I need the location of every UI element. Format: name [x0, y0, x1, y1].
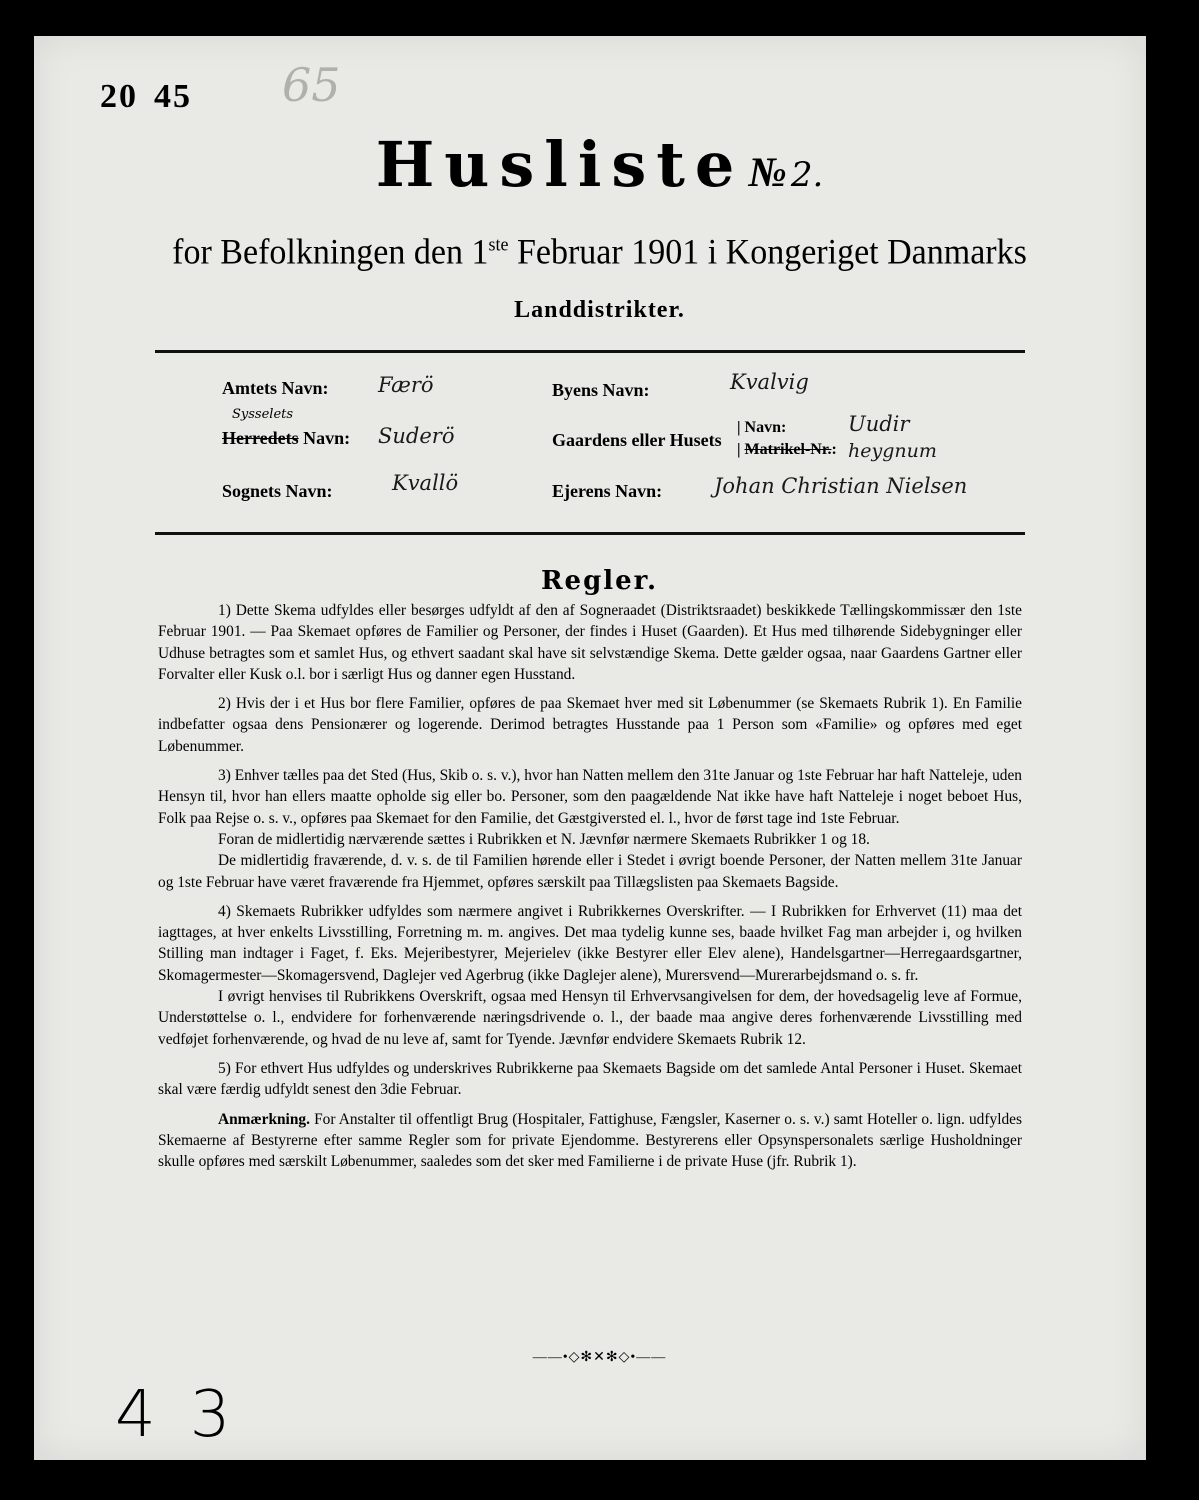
subtitle-sup: ste: [488, 233, 509, 255]
rules-heading: Regler.: [540, 566, 659, 596]
matrikel-value: heygnum: [848, 440, 937, 462]
gaard-label: Gaardens eller Husets: [552, 430, 722, 450]
syssel-label-above: Sysselets: [232, 407, 294, 422]
rule-paragraph: Foran de midlertidig nærværende sættes i Rubrikken et N. Jævnfør nærmere Skemaets Rubrikker 1 og 18.: [218, 830, 870, 848]
bottom-divider: [155, 532, 1025, 535]
ejer-value: Johan Christian Nielsen: [714, 474, 968, 498]
title-number-sign: №: [748, 150, 787, 196]
note-text: For Anstalter til offentligt Brug (Hospitaler, Fattighuse, Fængsler, Kaserner o. s. v.) samt Hoteller o. lign. udfyldes Skemaerne af Bestyrerne efter samme Regler som for private Ejendomme. Bestyrerens eller Opsynspersonalets særlige Husholdninger skulle opføres med særskilt Løbenummer, saaledes som det sker med Familierne i de private Huse (jfr. Rubrik 1).: [158, 1110, 1022, 1171]
gaard-navn-value: Uudir: [848, 412, 910, 436]
corner-numbers: [100, 78, 208, 116]
amt-value: Færö: [378, 373, 434, 397]
subtitle-part-1: for Befolkningen den 1: [172, 232, 489, 273]
sogn-value: Kvallö: [392, 471, 459, 495]
rule-paragraph: 2) Hvis der i et Hus bor flere Familier, opføres de paa Skemaet hver med sit Løbenummer (se Skemaets Rubrik 1). En Familie indbefatter ogsaa dens Pensionærer og logerende. Derimod betragtes Husstande paa 1 Person som «Familie» og opføres med eget Løbenummer.: [158, 695, 1022, 755]
gaard-navn-label: Navn:: [744, 419, 787, 436]
corner-number-right: 45: [154, 78, 192, 115]
rules-text: [158, 600, 1022, 1172]
rule-paragraph: 1) Dette Skema udfyldes eller besørges udfyldt af den af Sogneraadet (Distriktsraadet) beskikkede Tællingskommissær den 1ste Februar 1901. — Paa Skemaet opføres de Familier og Personer, der findes i Huset (Gaarden). Et Hus med tilhørende Sidebygninger eller Udhuse betragtes som et samlet Hus, og ethvert saadant skal have sit selvstændige Skema. Dette gælder ogsaa, naar Gaardens Gartner eller Forvalter eller Kusk o.l. bor i særligt Hus og danner egen Husstand.: [158, 602, 1022, 683]
form-subtitle: [0, 233, 1199, 273]
corner-number-left: 20: [100, 78, 138, 115]
herred-label-rest: Navn:: [298, 428, 351, 448]
top-divider: [155, 350, 1025, 353]
by-label: Byens Navn:: [552, 380, 650, 400]
amt-label: Amtets Navn:: [222, 378, 329, 398]
rule-paragraph: 3) Enhver tælles paa det Sted (Hus, Skib o. s. v.), hvor han Natten mellem den 31te Januar og 1ste Februar har haft Natteleje, uden Hensyn til, hvor han ellers maatte opholde sig eller bo. Personer, som den paagældende Nat ikke have haft Natteleje i noget beboet Hus, Folk paa Rejse o. s. v., opføres paa Skemaet for den Familie, det Gæstgiversted el. l., hvor de først tage ind 1ste Februar.: [158, 767, 1022, 827]
herred-label: [222, 428, 350, 449]
rule-paragraph: De midlertidig fraværende, d. v. s. de til Familien hørende eller i Stedet i øvrigt boende Personer, der Natten mellem 31te Januar og 1ste Februar have været fraværende fra Hjemmet, opføres særskilt paa Tillægslisten paa Skemaets Bagside.: [158, 852, 1022, 891]
by-value: Kvalvig: [730, 370, 809, 394]
ejer-label: Ejerens Navn:: [552, 481, 663, 501]
note-paragraph: [158, 1109, 1022, 1173]
rule-paragraph: I øvrigt henvises til Rubrikkens Overskrift, ogsaa med Hensyn til Erhvervsangivelsen for dem, der hovedsagelig leve af Formue, Understøttelse o. l., endvidere for forhenværende næringsdrivende o. l., der baade maa angive deres forhenværende Livsstilling med vedføjet forhenværende, og hvad de nu leve af, samt for Tyende. Jævnfør endvidere Skemaets Rubrik 12.: [158, 988, 1022, 1048]
rule-paragraph: 5) For ethvert Hus udfyldes og underskrives Rubrikkerne paa Skemaets Bagside om det samlede Antal Personer i Huset. Skemaet skal være færdig udfyldt senest den 3die Februar.: [158, 1059, 1022, 1099]
matrikel-label-struck: Matrikel-Nr.: [744, 441, 832, 458]
form-subtitle-district: Landdistrikter.: [514, 297, 685, 323]
rule-paragraph: 4) Skemaets Rubrikker udfyldes som nærmere angivet i Rubrikkernes Overskrifter. — I Rubrikken for Erhvervet (11) maa det iagttages, at hver enkelts Livsstilling, Forretning m. m. angives. Det maa tydelig kunne ses, baade hvilket Fag man arbejder i, og hvilken Stilling man indtager i Faget, f. Eks. Mejeribestyrer, Mejerielev (ikke Bestyrer eller Elev alene), Handelsgartner—Herregaardsgartner, Skomagermester—Skomagersvend, Daglejer ved Agerbrug (ikke Daglejer alene), Murersvend—Murerarbejdsmand o. s. fr.: [158, 902, 1022, 984]
note-label: Anmærkning.: [218, 1110, 310, 1128]
gaard-subfields: | Navn: | Matrikel-Nr.:: [737, 419, 837, 458]
ornament-divider: ——•◇✻✕✻◇•——: [532, 1350, 667, 1365]
sogn-label: Sognets Navn:: [222, 481, 333, 501]
subtitle-part-2: Februar 1901 i Kongeriget Danmarks: [508, 232, 1027, 273]
herred-label-struck: Herredets: [222, 428, 299, 448]
title-main: Husliste: [375, 128, 745, 201]
form-title: [0, 128, 1199, 201]
matrikel-colon: :: [831, 441, 837, 458]
herred-value: Suderö: [378, 424, 455, 448]
pencil-note: 65: [282, 58, 341, 112]
handwritten-page-number: 43: [115, 1378, 265, 1452]
title-number-value: 2.: [790, 155, 824, 195]
